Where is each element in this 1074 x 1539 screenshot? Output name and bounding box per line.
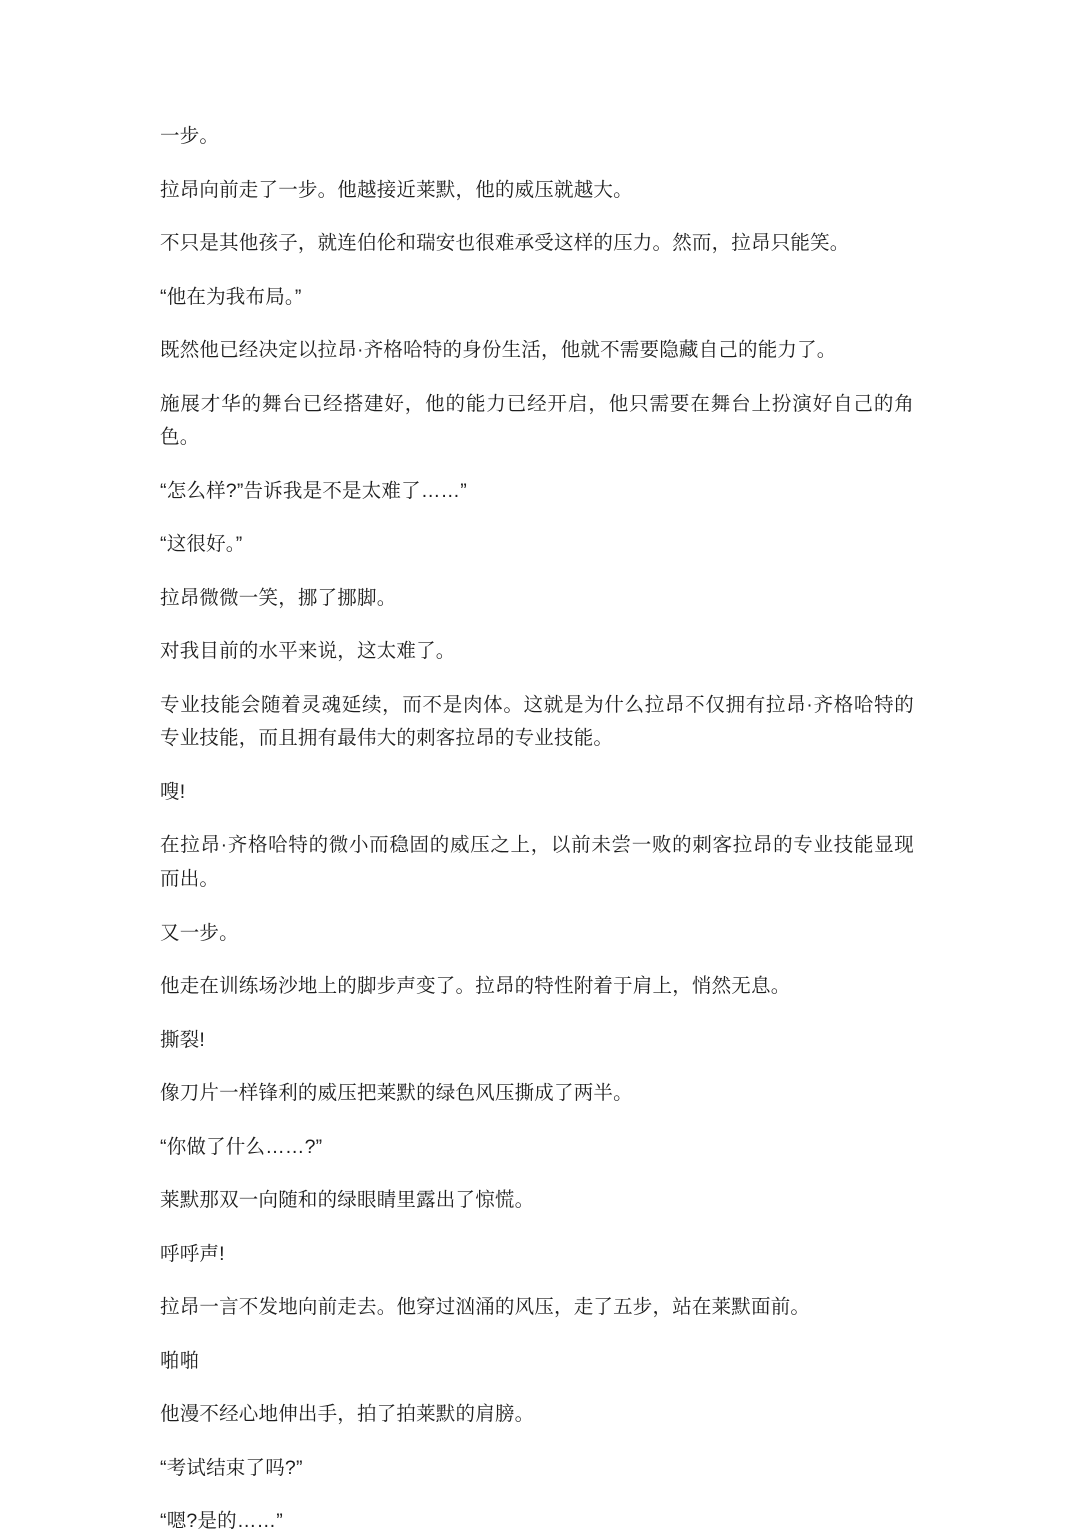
paragraph: 施展才华的舞台已经搭建好，他的能力已经开启，他只需要在舞台上扮演好自己的角色。 (160, 392, 914, 449)
paragraph: “嗯?是的……” (160, 1510, 283, 1533)
paragraph: 又一步。 (160, 921, 239, 944)
paragraph: “你做了什么……?” (160, 1135, 323, 1158)
paragraph: “考试结束了吗?” (160, 1456, 303, 1479)
paragraph: “怎么样?”告诉我是不是太难了……” (160, 479, 467, 502)
paragraph: 对我目前的水平来说，这太难了。 (160, 640, 456, 663)
paragraph: 不只是其他孩子，就连伯伦和瑞安也很难承受这样的压力。然而，拉昂只能笑。 (160, 232, 850, 255)
paragraph: 像刀片一样锋利的威压把莱默的绿色风压撕成了两半。 (160, 1082, 633, 1105)
paragraph: 呼呼声! (160, 1242, 225, 1265)
paragraph: 撕裂! (160, 1028, 206, 1051)
paragraph: 拉昂向前走了一步。他越接近莱默，他的威压就越大。 (160, 178, 633, 201)
paragraph: 莱默那双一向随和的绿眼睛里露出了惊慌。 (160, 1189, 535, 1212)
paragraph: “他在为我布局。” (160, 285, 302, 308)
paragraph: 既然他已经决定以拉昂·齐格哈特的身份生活，他就不需要隐藏自己的能力了。 (160, 339, 837, 362)
paragraph: 拉昂一言不发地向前走去。他穿过汹涌的风压，走了五步，站在莱默面前。 (160, 1296, 811, 1319)
paragraph: 专业技能会随着灵魂延续，而不是肉体。这就是为什么拉昂不仅拥有拉昂·齐格哈特的专业技能，而且拥有最伟大的刺客拉昂的专业技能。 (160, 693, 914, 750)
paragraph: 嗖! (160, 780, 186, 803)
paragraph: 他漫不经心地伸出手，拍了拍莱默的肩膀。 (160, 1403, 535, 1426)
paragraph: “这很好。” (160, 533, 243, 556)
paragraph: 啪啪 (160, 1349, 200, 1372)
paragraph: 在拉昂·齐格哈特的微小而稳固的威压之上，以前未尝一败的刺客拉昂的专业技能显现而出。 (160, 834, 914, 890)
document-body (160, 120, 914, 1539)
paragraph: 他走在训练场沙地上的脚步声变了。拉昂的特性附着于肩上，悄然无息。 (160, 975, 791, 998)
paragraph: 一步。 (160, 125, 220, 147)
paragraph: 拉昂微微一笑，挪了挪脚。 (160, 586, 397, 609)
